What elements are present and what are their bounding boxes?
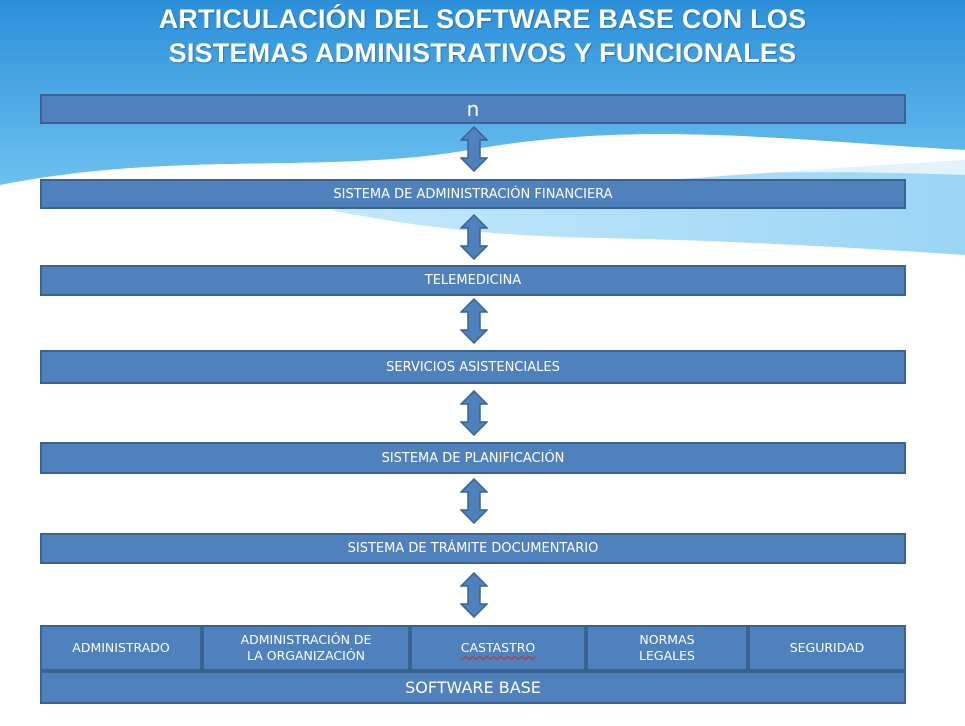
module-label: ADMINISTRADO	[72, 640, 170, 655]
module-label-line-2: LA ORGANIZACIÓN	[246, 648, 366, 663]
layer-planificacion: SISTEMA DE PLANIFICACIÓN	[40, 442, 906, 474]
double-arrow-icon	[460, 390, 488, 436]
module-administracion-organizacion	[202, 625, 410, 671]
software-base-bar: SOFTWARE BASE	[40, 671, 906, 704]
layer-n: n	[40, 94, 906, 124]
double-arrow-icon	[460, 298, 488, 344]
module-label-line-2: LEGALES	[639, 648, 695, 663]
module-castastro	[410, 625, 586, 671]
double-arrow-icon	[460, 214, 488, 260]
module-seguridad	[748, 625, 906, 671]
module-label-line-1: ADMINISTRACIÓN DE	[240, 632, 372, 647]
title-line-2: SISTEMAS ADMINISTRATIVOS Y FUNCIONALES	[168, 38, 797, 68]
module-label: SEGURIDAD	[789, 640, 865, 655]
layer-administracion-financiera: SISTEMA DE ADMINISTRACIÓN FINANCIERA	[40, 179, 906, 209]
title-line-1: ARTICULACIÓN DEL SOFTWARE BASE CON LOS	[158, 4, 807, 34]
layer-telemedicina: TELEMEDICINA	[40, 265, 906, 296]
module-administrado	[40, 625, 202, 671]
module-normas-legales	[586, 625, 748, 671]
module-label: CASTASTRO	[460, 640, 536, 655]
double-arrow-icon	[460, 572, 488, 618]
module-label-line-1: NORMAS	[639, 632, 695, 647]
double-arrow-icon	[460, 126, 488, 172]
slide-title	[0, 2, 965, 70]
layer-tramite-documentario: SISTEMA DE TRÁMITE DOCUMENTARIO	[40, 533, 906, 564]
layer-servicios-asistenciales: SERVICIOS ASISTENCIALES	[40, 350, 906, 384]
double-arrow-icon	[460, 478, 488, 524]
